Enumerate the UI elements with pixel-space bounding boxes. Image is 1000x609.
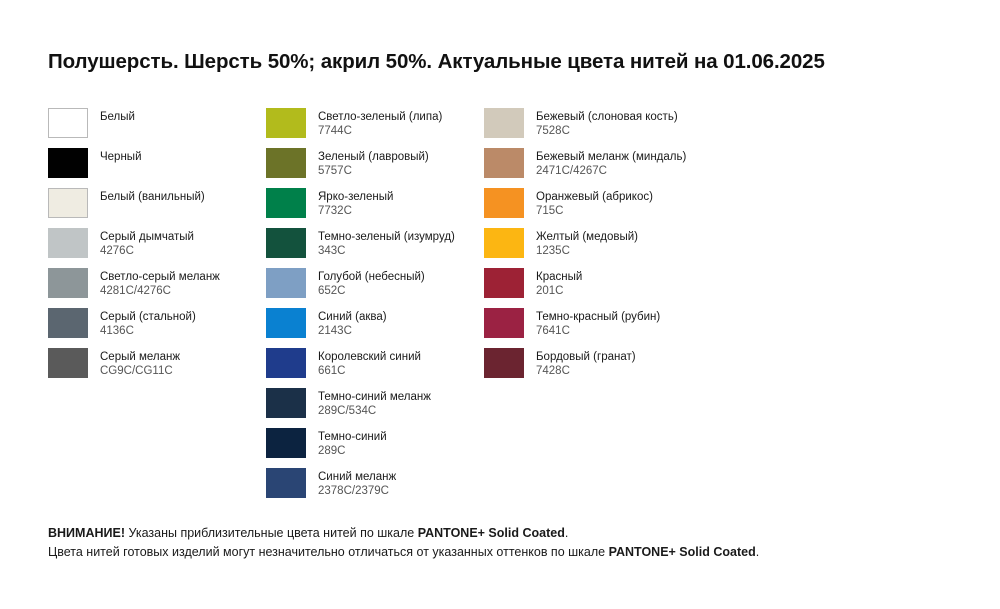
swatch-name: Бежевый (слоновая кость): [536, 111, 678, 123]
swatch-labels: [318, 428, 387, 459]
swatch-row: [266, 148, 484, 188]
swatch-name: Ярко-зеленый: [318, 191, 394, 203]
swatch-row: [484, 148, 744, 188]
swatch-name: Серый дымчатый: [100, 231, 194, 243]
column-right: [484, 108, 744, 508]
swatch-labels: [536, 268, 582, 299]
swatch-code: 4276C: [100, 245, 134, 258]
swatch-labels: [318, 348, 421, 379]
color-chip: [266, 308, 306, 338]
swatch-name: Голубой (небесный): [318, 271, 425, 283]
swatch-name: Бежевый меланж (миндаль): [536, 151, 687, 163]
swatch-row: [484, 108, 744, 148]
pantone-scale-1: PANTONE+ Solid Coated: [417, 526, 565, 540]
swatch-row: [266, 268, 484, 308]
swatch-row: [266, 388, 484, 428]
swatch-code: 1235C: [536, 245, 570, 258]
column-left: [48, 108, 266, 508]
swatch-labels: [318, 188, 393, 219]
swatch-name: Серый (стальной): [100, 311, 196, 323]
swatch-code: 715C: [536, 205, 564, 218]
color-chip: [484, 308, 524, 338]
swatch-code: 7428C: [536, 365, 570, 378]
swatch-code: 2143C: [318, 325, 352, 338]
swatch-name: Темно-зеленый (изумруд): [318, 231, 455, 243]
swatch-labels: [318, 388, 431, 419]
swatch-labels: [536, 148, 686, 179]
swatch-row: [484, 268, 744, 308]
swatch-name: Светло-зеленый (липа): [318, 111, 443, 123]
swatch-code: 2471C/4267C: [536, 165, 607, 178]
swatch-columns: [48, 108, 958, 508]
column-middle: [266, 108, 484, 508]
swatch-code: 2378C/2379C: [318, 485, 389, 498]
color-chip: [484, 108, 524, 138]
swatch-name: Королевский синий: [318, 351, 421, 363]
color-chip: [266, 388, 306, 418]
swatch-name: Темно-синий: [318, 431, 387, 443]
footer-note: [48, 524, 968, 563]
swatch-code: 289C/534C: [318, 405, 377, 418]
color-chip: [48, 228, 88, 258]
swatch-labels: [318, 108, 442, 139]
color-chip: [48, 268, 88, 298]
swatch-labels: [536, 108, 678, 139]
swatch-code: 7528C: [536, 125, 570, 138]
attention-text-end: .: [564, 526, 569, 540]
color-chip: [48, 308, 88, 338]
color-chip: [484, 188, 524, 218]
swatch-name: Оранжевый (абрикос): [536, 191, 653, 203]
swatch-labels: [318, 228, 455, 259]
swatch-labels: [536, 348, 636, 379]
swatch-labels: [100, 188, 205, 204]
color-chip: [266, 228, 306, 258]
swatch-code: 7732C: [318, 205, 352, 218]
color-chip: [484, 268, 524, 298]
swatch-row: [266, 348, 484, 388]
swatch-row: [266, 228, 484, 268]
swatch-row: [48, 108, 266, 148]
swatch-name: Черный: [100, 151, 142, 163]
swatch-labels: [100, 108, 135, 124]
swatch-code: CG9C/CG11C: [100, 365, 173, 378]
swatch-code: 652C: [318, 285, 346, 298]
swatch-labels: [100, 268, 220, 299]
swatch-row: [484, 308, 744, 348]
page-title: Полушерсть. Шерсть 50%; акрил 50%. Актуальные цвета нитей на 01.06.2025: [48, 50, 825, 73]
pantone-scale-2: PANTONE+ Solid Coated: [608, 545, 756, 560]
swatch-name: Темно-синий меланж: [318, 391, 431, 403]
swatch-name: Синий меланж: [318, 471, 397, 483]
swatch-labels: [318, 468, 396, 499]
swatch-row: [266, 308, 484, 348]
color-chip: [48, 188, 88, 218]
swatch-name: Зеленый (лавровый): [318, 151, 429, 163]
swatch-code: 201C: [536, 285, 564, 298]
swatch-row: [48, 148, 266, 188]
swatch-row: [266, 108, 484, 148]
swatch-labels: [100, 148, 142, 164]
swatch-row: [48, 188, 266, 228]
swatch-name: Синий (аква): [318, 311, 387, 323]
swatch-name: Серый меланж: [100, 351, 181, 363]
swatch-labels: [318, 148, 429, 179]
attention-text: Указаны приблизительные цвета нитей по шкале: [125, 526, 418, 540]
color-chip: [266, 348, 306, 378]
swatch-labels: [318, 308, 387, 339]
swatch-name: Бордовый (гранат): [536, 351, 636, 363]
swatch-code: 5757C: [318, 165, 352, 178]
swatch-code: 343C: [318, 245, 346, 258]
swatch-labels: [536, 188, 653, 219]
swatch-labels: [100, 308, 196, 339]
color-chip: [48, 108, 88, 138]
swatch-code: 4136C: [100, 325, 134, 338]
footer-line-1: [48, 524, 968, 543]
color-chip: [48, 148, 88, 178]
disclaimer-text-end: .: [755, 545, 760, 560]
swatch-row: [484, 228, 744, 268]
swatch-row: [266, 468, 484, 508]
color-chip: [266, 468, 306, 498]
swatch-labels: [100, 228, 194, 259]
swatch-row: [48, 348, 266, 388]
color-chip: [484, 148, 524, 178]
color-chip: [484, 348, 524, 378]
color-chip: [266, 108, 306, 138]
color-chip: [266, 148, 306, 178]
swatch-name: Светло-серый меланж: [100, 271, 220, 283]
color-chip: [484, 228, 524, 258]
swatch-row: [484, 348, 744, 388]
disclaimer-text: Цвета нитей готовых изделий могут незначительно отличаться от указанных оттенков по шкале: [48, 545, 609, 560]
swatch-labels: [318, 268, 425, 299]
swatch-row: [48, 268, 266, 308]
color-chip: [266, 188, 306, 218]
swatch-code: 4281C/4276C: [100, 285, 171, 298]
color-chip: [266, 428, 306, 458]
swatch-labels: [536, 308, 660, 339]
swatch-row: [484, 188, 744, 228]
swatch-code: 7744C: [318, 125, 352, 138]
swatch-name: Красный: [536, 271, 583, 283]
swatch-name: Белый: [100, 111, 135, 123]
swatch-labels: [536, 228, 638, 259]
color-chip: [266, 268, 306, 298]
attention-label: ВНИМАНИЕ!: [48, 526, 125, 540]
swatch-name: Темно-красный (рубин): [536, 311, 661, 323]
swatch-code: 661C: [318, 365, 346, 378]
swatch-labels: [100, 348, 180, 379]
swatch-row: [48, 228, 266, 268]
footer-line-2: [48, 543, 968, 562]
swatch-row: [266, 428, 484, 468]
swatch-name: Желтый (медовый): [536, 231, 638, 243]
swatch-row: [266, 188, 484, 228]
color-chip: [48, 348, 88, 378]
swatch-name: Белый (ванильный): [100, 191, 205, 203]
swatch-code: 7641C: [536, 325, 570, 338]
swatch-code: 289C: [318, 445, 346, 458]
swatch-row: [48, 308, 266, 348]
